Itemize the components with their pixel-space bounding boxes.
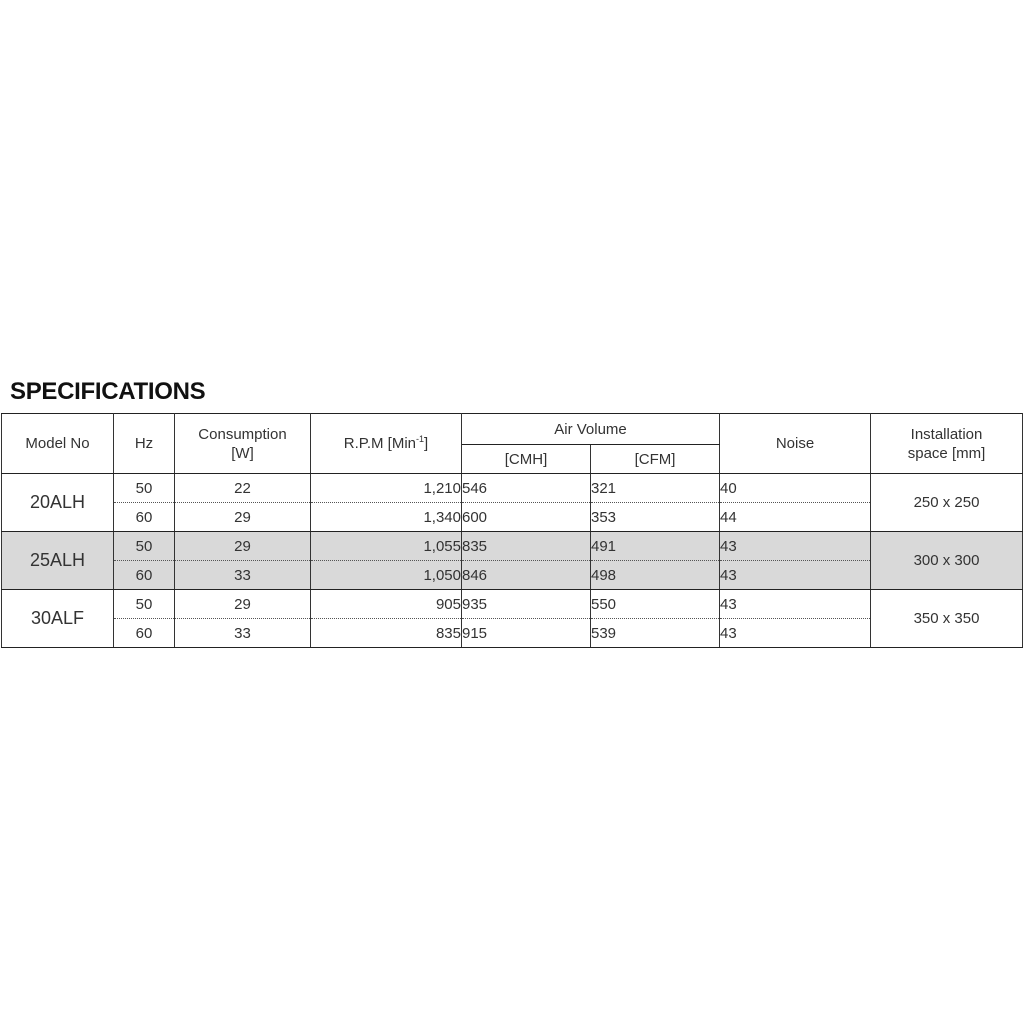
hz-cell: 50 xyxy=(114,474,175,503)
noise-cell: 43 xyxy=(720,619,871,648)
header-consumption-line2: [W] xyxy=(231,444,254,462)
noise-cell: 43 xyxy=(720,561,871,590)
cmh-cell: 915 xyxy=(462,619,591,648)
table-row xyxy=(2,619,1023,648)
header-rpm-close: ] xyxy=(424,435,429,452)
hz-cell: 50 xyxy=(114,590,175,619)
model-group-30alf xyxy=(2,590,1023,648)
installation-space-cell: 300 x 300 xyxy=(871,532,1023,590)
table-row xyxy=(2,590,1023,619)
rpm-cell: 835 xyxy=(311,619,462,648)
header-rpm xyxy=(311,414,462,474)
rpm-cell: 1,050 xyxy=(311,561,462,590)
cmh-cell: 546 xyxy=(462,474,591,503)
noise-cell: 43 xyxy=(720,590,871,619)
consumption-cell: 29 xyxy=(175,503,311,532)
cfm-cell: 353 xyxy=(591,503,720,532)
header-consumption xyxy=(175,414,311,474)
model-group-25alh xyxy=(2,532,1023,590)
cmh-cell: 846 xyxy=(462,561,591,590)
consumption-cell: 29 xyxy=(175,590,311,619)
rpm-cell: 1,340 xyxy=(311,503,462,532)
header-cfm: [CFM] xyxy=(591,445,720,474)
table-row xyxy=(2,474,1023,503)
table-row xyxy=(2,503,1023,532)
hz-cell: 60 xyxy=(114,503,175,532)
model-name: 20ALH xyxy=(2,474,114,532)
header-installation xyxy=(871,414,1023,474)
header-rpm-sup: -1 xyxy=(416,434,425,444)
hz-cell: 60 xyxy=(114,561,175,590)
header-air-volume: Air Volume xyxy=(462,414,720,445)
rpm-cell: 1,055 xyxy=(311,532,462,561)
cmh-cell: 935 xyxy=(462,590,591,619)
noise-cell: 40 xyxy=(720,474,871,503)
noise-cell: 43 xyxy=(720,532,871,561)
cfm-cell: 491 xyxy=(591,532,720,561)
table-row xyxy=(2,532,1023,561)
consumption-cell: 29 xyxy=(175,532,311,561)
noise-cell: 44 xyxy=(720,503,871,532)
consumption-cell: 33 xyxy=(175,619,311,648)
header-model-no: Model No xyxy=(2,414,114,474)
installation-space-cell: 350 x 350 xyxy=(871,590,1023,648)
page-title: SPECIFICATIONS xyxy=(10,378,206,405)
cfm-cell: 321 xyxy=(591,474,720,503)
rpm-cell: 1,210 xyxy=(311,474,462,503)
hz-cell: 60 xyxy=(114,619,175,648)
header-noise: Noise xyxy=(720,414,871,474)
header-hz: Hz xyxy=(114,414,175,474)
model-name: 30ALF xyxy=(2,590,114,648)
header-installation-line2: space [mm] xyxy=(907,444,986,462)
table-row xyxy=(2,561,1023,590)
consumption-cell: 22 xyxy=(175,474,311,503)
cfm-cell: 498 xyxy=(591,561,720,590)
cfm-cell: 550 xyxy=(591,590,720,619)
rpm-cell: 905 xyxy=(311,590,462,619)
model-group-20alh xyxy=(2,474,1023,532)
header-rpm-text: R.P.M [Min xyxy=(343,435,417,452)
cmh-cell: 600 xyxy=(462,503,591,532)
header-cmh: [CMH] xyxy=(462,445,591,474)
specifications-table xyxy=(1,413,1023,648)
consumption-cell: 33 xyxy=(175,561,311,590)
model-name: 25ALH xyxy=(2,532,114,590)
cmh-cell: 835 xyxy=(462,532,591,561)
hz-cell: 50 xyxy=(114,532,175,561)
cfm-cell: 539 xyxy=(591,619,720,648)
header-consumption-line1: Consumption xyxy=(198,425,287,443)
header-installation-line1: Installation xyxy=(910,425,983,443)
installation-space-cell: 250 x 250 xyxy=(871,474,1023,532)
